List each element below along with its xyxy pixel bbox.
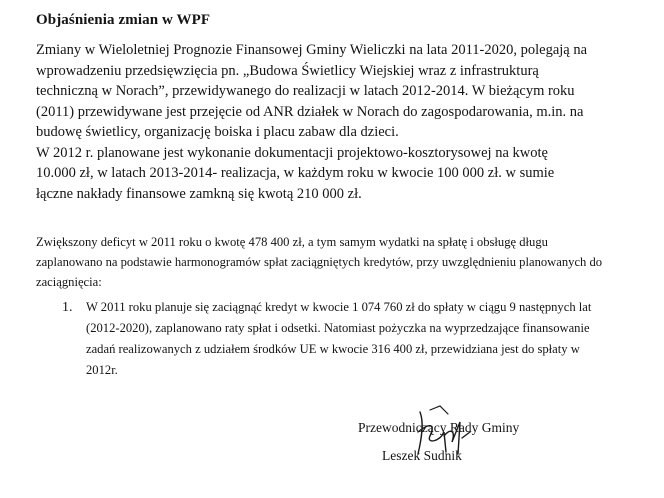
list-item-line: W 2011 roku planuje się zaciągnąć kredyt w kwocie 1 074 760 zł do spłaty w ciągu 9 następnych lat <box>86 300 592 314</box>
paragraph-1 <box>36 40 648 204</box>
list-item-line: (2012-2020), zaplanowano raty spłat i odsetki. Natomiast pożyczka na wyprzedzające finansowanie <box>86 321 590 335</box>
paragraph-1-line: (2011) przewidywane jest przejęcie od ANR działek w Norach do zagospodarowania, m.in. na <box>36 103 584 120</box>
handwritten-signature <box>400 402 480 462</box>
list-item-line: 2012r. <box>86 363 118 377</box>
paragraph-3-line: zaplanowano na podstawie harmonogramów spłat zaciągniętych kredytów, przy uwzględnieniu planowanych do <box>36 255 603 269</box>
document-title: Objaśnienia zmian w WPF <box>36 12 211 28</box>
paragraph-2-line: W 2012 r. planowane jest wykonanie dokumentacji projektowo-kosztorysowej na kwotę <box>36 144 548 161</box>
paragraph-3-line: zaciągnięcia: <box>36 275 102 289</box>
paragraph-1-line: budowę świetlicy, organizację boiska i placu zabaw dla dzieci. <box>36 124 399 140</box>
list-item-number: 1. <box>62 300 73 315</box>
paragraph-2-line: łączne nakłady finansowe zamkną się kwotą 210 000 zł. <box>36 185 362 202</box>
paragraph-3 <box>36 232 648 292</box>
list-item-line: zadań realizowanych z udziałem środków UE w kwocie 316 400 zł, przewidziana jest do spłaty w <box>86 342 580 356</box>
paragraph-3-line: Zwiększony deficyt w 2011 roku o kwotę 478 400 zł, a tym samym wydatki na spłatę i obsługę długu <box>36 235 548 249</box>
paragraph-1-line: wprowadzeniu przedsięwzięcia pn. „Budowa Świetlicy Wiejskiej wraz z infrastrukturą <box>36 62 539 79</box>
paragraph-2-line: 10.000 zł, w latach 2013-2014- realizacja, w każdym roku w kwocie 100 000 zł. w sumie <box>36 165 555 181</box>
paragraph-1-line: Zmiany w Wieloletniej Prognozie Finansowej Gminy Wieliczki na lata 2011-2020, polegają na <box>36 42 588 58</box>
paragraph-1-line: techniczną w Norach”, przewidywanego do realizacji w latach 2012-2014. W bieżącym roku <box>36 83 575 99</box>
signatory-role: Przewodniczący Rady Gminy <box>358 420 520 435</box>
signatory-name: Leszek Sudnik <box>382 448 462 463</box>
numbered-list <box>62 297 622 381</box>
list-item <box>86 297 622 381</box>
